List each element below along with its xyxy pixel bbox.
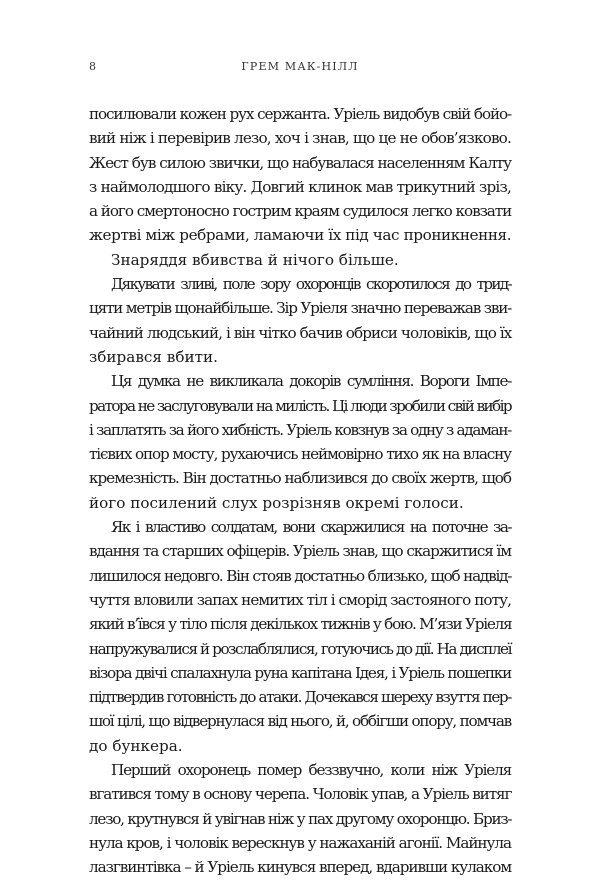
text-line: напружувалися й розслаблялися, готуючись до дії. На дисплеї bbox=[89, 639, 511, 658]
text-line: лезо, крутнувся й увігнав ніж у пах другому охоронцю. Бриз- bbox=[89, 809, 512, 828]
body-text bbox=[89, 102, 511, 880]
text-line: збирався вбити. bbox=[89, 347, 218, 366]
paragraph bbox=[89, 272, 511, 369]
text-line: лишилося недовго. Він стояв достатньо близько, щоб надвід- bbox=[89, 566, 512, 585]
page-number: 8 bbox=[89, 60, 97, 73]
text-line: чайний людський, і він чітко бачив обриси чоловіків, що їх bbox=[89, 323, 512, 342]
text-line: який в’ївся у тіло після декількох тижнів у бою. М’язи Уріеля bbox=[89, 615, 512, 634]
text-line: вдання та старших офіцерів. Уріель знав, що скаржитися їм bbox=[89, 542, 511, 561]
text-line: лазгвинтівка – й Уріель кинувся вперед, вдаривши кулаком bbox=[89, 858, 512, 877]
text-line: візора двічі спалахнула руна капітана Ідея, і Уріель пошепки bbox=[89, 663, 511, 682]
text-line: цяти метрів щонайбільше. Зір Уріеля значно переважав зви- bbox=[89, 299, 512, 318]
text-line: підтвердив готовність до атаки. Дочекався шереху взуття пер- bbox=[89, 688, 511, 707]
text-line: посилювали кожен рух сержанта. Уріель видобув свій бойо- bbox=[89, 105, 511, 123]
paragraph bbox=[89, 248, 511, 272]
text-line: Знаряддя вбивства й нічого більше. bbox=[111, 250, 399, 269]
text-line: вий ніж і перевірив лезо, хоч і знав, що це не обов’язково. bbox=[89, 129, 511, 148]
text-line: до бункера. bbox=[89, 736, 183, 755]
text-line: Як і властиво солдатам, вони скаржилися на поточне за- bbox=[111, 518, 511, 537]
page-header bbox=[0, 60, 600, 76]
text-line: шої цілі, що відвернулася від нього, й, оббігши опору, помчав bbox=[89, 712, 511, 731]
paragraph bbox=[89, 369, 511, 515]
text-line: ратора не заслуговували на милість. Ці люди зробили свій вибір bbox=[89, 396, 511, 415]
text-line: кремезність. Він достатньо наблизився до своїх жертв, щоб bbox=[89, 469, 511, 488]
text-line: з наймолодшого віку. Довгий клинок мав трикутний зріз, bbox=[89, 177, 511, 196]
running-head: ГРЕМ МАК-НІЛЛ bbox=[241, 60, 359, 73]
text-line: тієвих опор мосту, рухаючись неймовірно тихо як на власну bbox=[89, 445, 511, 464]
text-line: нула кров, і чоловік верескнув у нажаханій агонії. Майнула bbox=[89, 833, 511, 852]
text-line: а його смертоносно гострим краям судилося легко ковзати bbox=[89, 202, 512, 221]
text-line: і заплатять за його хибність. Уріель ковзнув за одну з адаман- bbox=[89, 420, 511, 439]
text-line: Дякувати зливі, поле зору охоронців скоротилося до трид- bbox=[111, 275, 511, 294]
text-line: жертві між ребрами, ламаючи їх під час проникнення. bbox=[89, 226, 512, 245]
text-line: Ця думка не викликала докорів сумління. Вороги Імпе- bbox=[111, 372, 511, 391]
paragraph bbox=[89, 102, 511, 248]
text-line: Жест був силою звички, що набувалася населенням Калту bbox=[89, 153, 512, 172]
text-line: його посилений слух розрізняв окремі голоси. bbox=[89, 493, 464, 512]
text-line: вгатився тому в основу черепа. Чоловік упав, а Уріель витяг bbox=[89, 785, 512, 804]
text-line: чуття вловили запах немитих тіл і сморід застояного поту, bbox=[89, 590, 511, 609]
text-line: Перший охоронець помер беззвучно, коли ніж Уріеля bbox=[111, 761, 511, 780]
paragraph bbox=[89, 515, 511, 758]
paragraph bbox=[89, 758, 511, 879]
